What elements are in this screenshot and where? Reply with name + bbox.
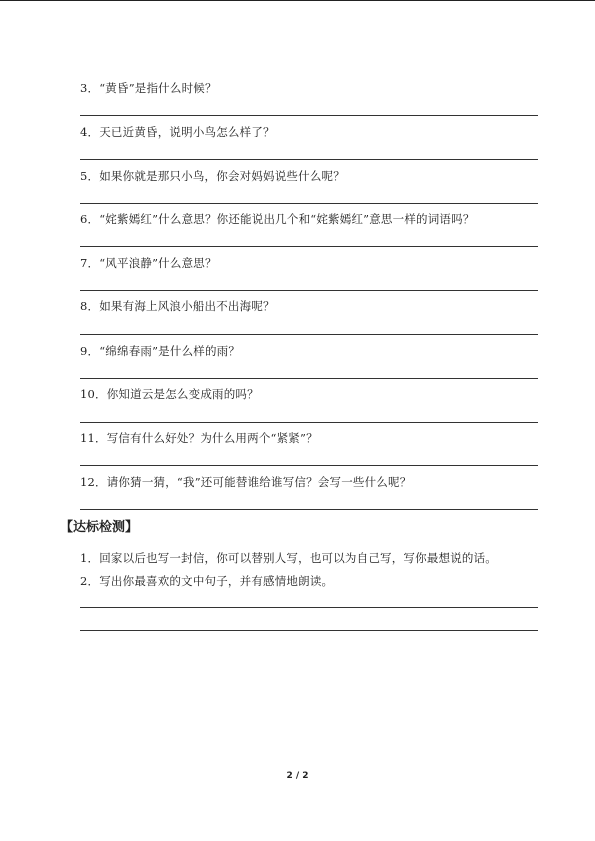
question-3: 3．“黄昏”是指什么时候？	[80, 81, 217, 95]
answer-line	[80, 246, 538, 247]
answer-line	[80, 422, 538, 423]
question-6: 6．“姹紫嫣红”什么意思？你还能说出几个和“姹紫嫣红”意思一样的词语吗？	[80, 212, 475, 226]
top-border-line	[0, 0, 595, 1]
answer-line	[80, 115, 538, 116]
answer-line	[80, 290, 538, 291]
task-1: 1．回家以后也写一封信，你可以替别人写，也可以为自己写，写你最想说的话。	[80, 551, 498, 565]
answer-line	[80, 378, 538, 379]
question-12: 12．请你猜一猜，“我”还可能替谁给谁写信？会写一些什么呢？	[80, 475, 412, 489]
answer-line	[80, 203, 538, 204]
question-11: 11．写信有什么好处？为什么用两个“紧紧”？	[80, 431, 318, 445]
answer-line	[80, 509, 538, 510]
page-number: 2 / 2	[286, 771, 309, 781]
answer-line	[80, 159, 538, 160]
answer-line	[80, 334, 538, 335]
answer-line	[80, 630, 538, 631]
answer-line	[80, 465, 538, 466]
question-9: 9．“绵绵春雨”是什么样的雨？	[80, 344, 241, 358]
question-7: 7．“风平浪静”什么意思？	[80, 256, 217, 270]
answer-line	[80, 607, 538, 608]
question-5: 5．如果你就是那只小鸟，你会对妈妈说些什么呢？	[80, 169, 345, 183]
task-2: 2．写出你最喜欢的文中句子，并有感情地朗读。	[80, 574, 334, 588]
question-8: 8．如果有海上风浪小船出不出海呢？	[80, 299, 275, 313]
section-title: 【达标检测】	[60, 520, 139, 535]
question-4: 4．天已近黄昏，说明小鸟怎么样了？	[80, 125, 275, 139]
question-10: 10．你知道云是怎么变成雨的吗？	[80, 387, 259, 401]
